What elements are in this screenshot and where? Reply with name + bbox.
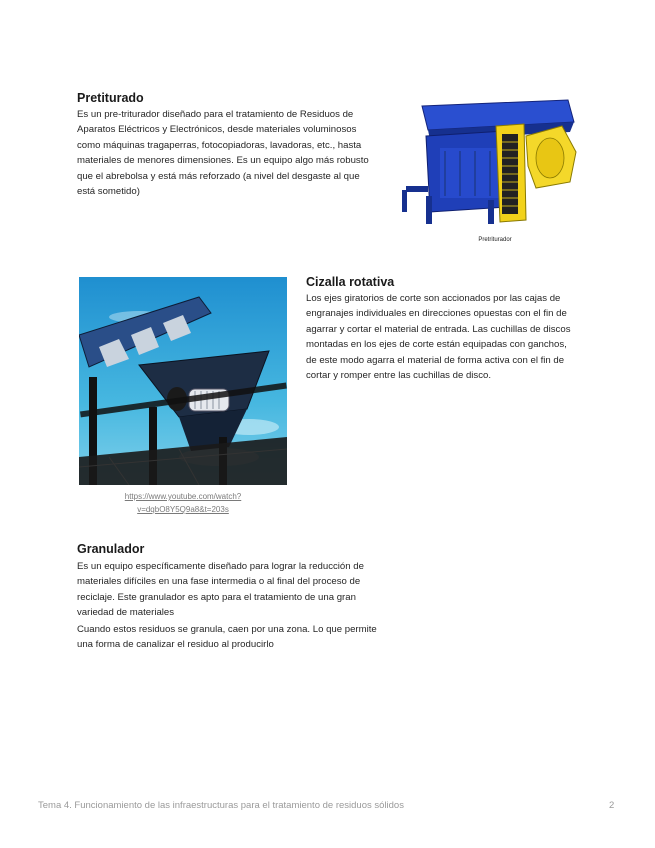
pretriturador-illustration: [400, 96, 580, 228]
granulador-text-2: [77, 622, 397, 653]
cizalla-video-thumbnail[interactable]: [79, 277, 287, 485]
cizalla-text: [306, 291, 606, 383]
granulador-text-1: [77, 559, 397, 621]
text-line: engranajes individuales en direcciones opuestas con el fin de: [306, 308, 567, 320]
pretiturado-text: [77, 107, 397, 199]
cizalla-illustration: [79, 277, 287, 485]
text-line: montadas en los ejes de corte están equipadas con ganchos,: [306, 339, 567, 351]
pretriturador-image: [400, 96, 580, 228]
text-line: Es un equipo específicamente diseñado para lograr la reducción de: [77, 561, 364, 572]
text-line: materiales de menores dimensiones. Es un equipo algo más robusto: [77, 155, 369, 167]
text-line: está sometido): [77, 186, 140, 198]
text-line: variedad de materiales: [77, 607, 175, 619]
text-line: Es un pre-triturador diseñado para el tratamiento de Residuos de: [77, 109, 354, 120]
page-number: 2: [609, 800, 615, 811]
cizalla-title: Cizalla rotativa: [306, 275, 395, 289]
text-line: agarrar y cortar el material de entrada. Las cuchillas de discos: [306, 323, 571, 335]
text-line: Cuando estos residuos se granula, caen por una zona. Lo que permite: [77, 624, 377, 635]
text-line: como máquinas tragaperras, fotocopiadoras, lavadoras, etc., hasta: [77, 139, 362, 151]
text-line: cortar y romper entre las cuchillas de disco.: [306, 370, 492, 382]
text-line: Los ejes giratorios de corte son accionados por las cajas de: [306, 293, 561, 304]
text-line: de este modo agarra el material de forma activa con el fin de: [306, 354, 565, 366]
link-line[interactable]: v=dqbO8Y5Q9a8&t=203s: [137, 505, 229, 514]
text-line: una forma de canalizar el residuo al producirlo: [77, 639, 274, 651]
text-line: que el abrebolsa y está más reforzado (a nivel del desgaste al que: [77, 170, 360, 182]
text-line: reciclaje. Este granulador es apto para el tratamiento de una gran: [77, 591, 356, 603]
footer-text: Tema 4. Funcionamiento de las infraestructuras para el tratamiento de residuos sólidos: [38, 800, 404, 811]
link-line[interactable]: https://www.youtube.com/watch?: [124, 492, 242, 501]
granulador-title: Granulador: [77, 542, 145, 556]
pretiturado-title: Pretiturado: [77, 91, 144, 105]
youtube-link[interactable]: [80, 490, 286, 516]
pretriturador-caption: Pretriturador: [478, 237, 512, 243]
text-line: materiales difíciles en una fase intermedia o al final del proceso de: [77, 576, 361, 588]
text-line: Aparatos Eléctricos y Electrónicos, desde materiales voluminosos: [77, 124, 357, 136]
